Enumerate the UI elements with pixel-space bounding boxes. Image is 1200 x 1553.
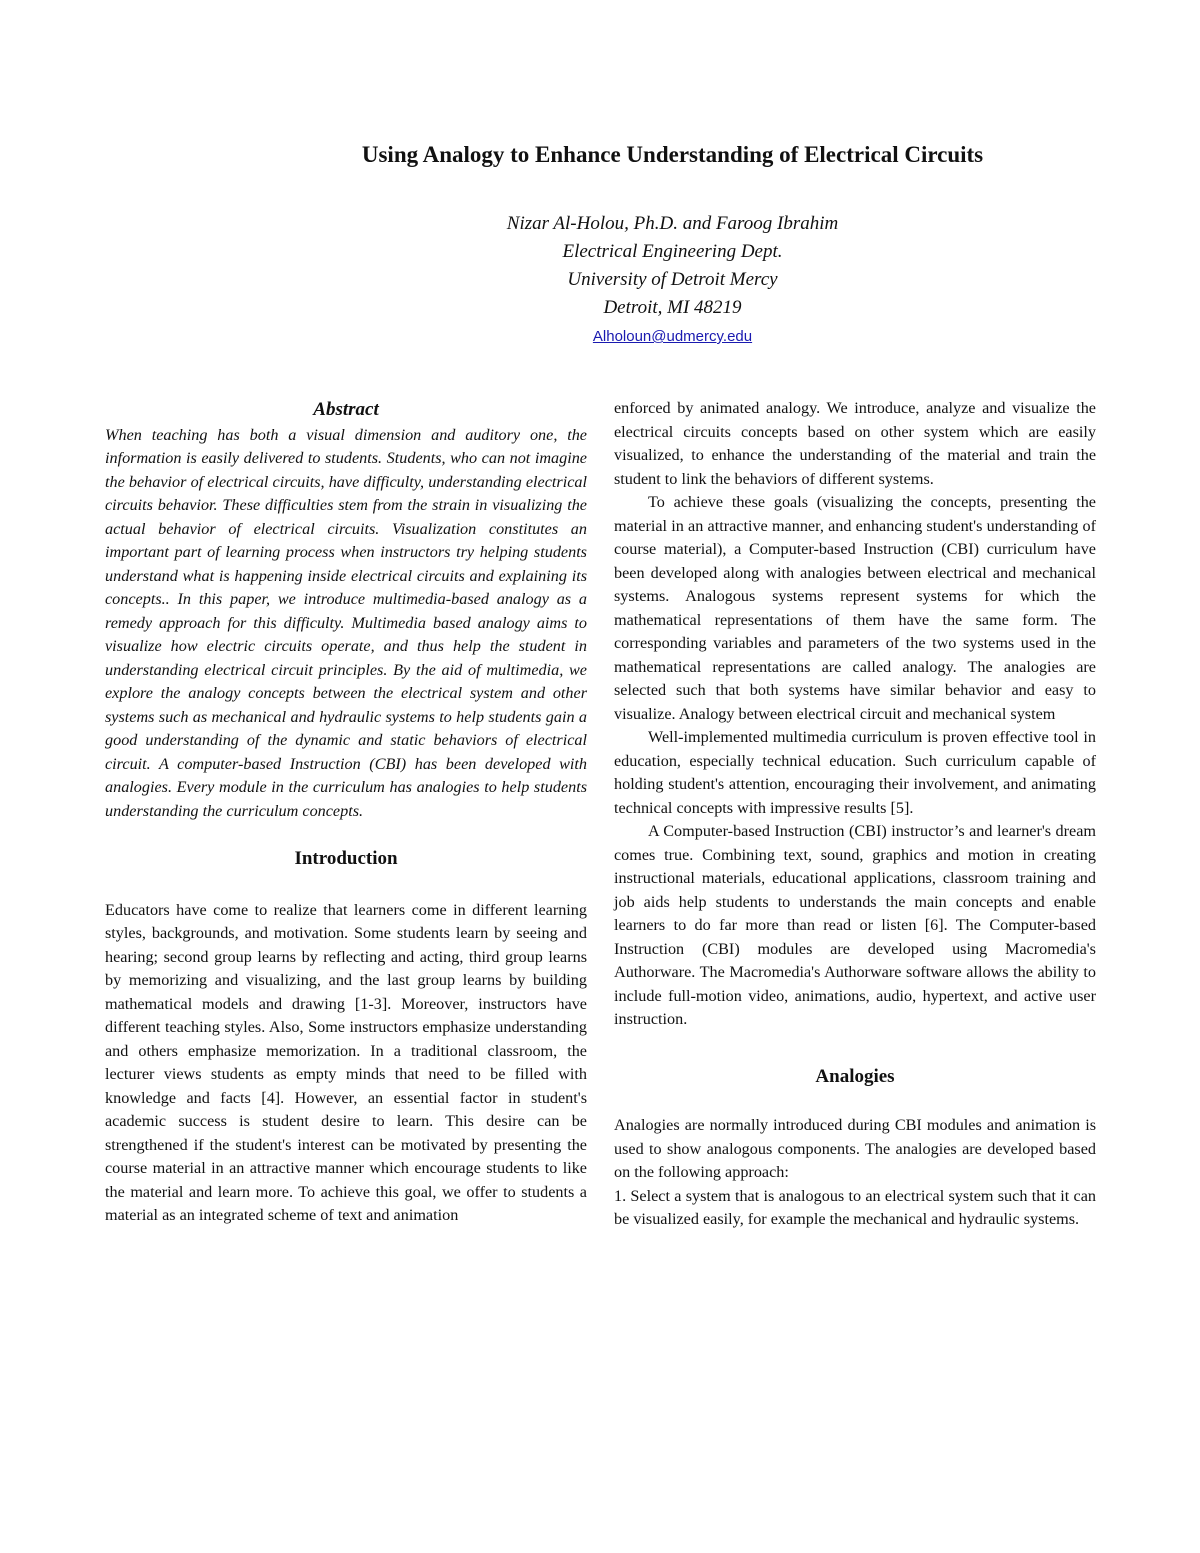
- right-paragraph-2: To achieve these goals (visualizing the concepts, presenting the material in an attractive manner, and enhancing student's understanding of course material), a Computer-based Instruction (CBI) curriculum have been developed along with analogies between electrical and mechanical systems. Analogous systems represent systems for which the mathematical representations of them have the same form. The corresponding variables and parameters of the two systems used in the mathematical representations are called analogy. The analogies are selected such that both systems have similar behavior and easy to visualize. Analogy between electrical circuit and mechanical system: [614, 493, 1096, 723]
- analogies-paragraph-2: 1. Select a system that is analogous to an electrical system such that it can be visualized easily, for example the mechanical and hydraulic systems.: [614, 1186, 1096, 1228]
- right-paragraph-3: Well-implemented multimedia curriculum is proven effective tool in education, especially technical education. Such curriculum capable of holding student's attention, encouraging their involvement, and animating technical concepts with impressive results [5].: [614, 728, 1096, 817]
- paper-title: Using Analogy to Enhance Understanding of Electrical Circuits: [361, 142, 984, 167]
- introduction-heading: Introduction: [294, 848, 398, 869]
- left-column: [105, 398, 587, 1228]
- introduction-text: Educators have come to realize that learners come in different learning styles, backgrounds, and motivation. Some students learn by seeing and hearing; second group learns by reflecting and acting, third group learns by memorizing and visualizing, and the last group learns by building mathematical models and drawing [1-3]. Moreover, instructors have different teaching styles. Also, Some instructors emphasize understanding and others emphasize memorization. In a traditional classroom, the lecturer views students as empty minds that need to be filled with knowledge and facts [4]. However, an essential factor in student's academic success is student desire to learn. This desire can be strengthened if the student's interest can be motivated by presenting the course material in an attractive manner which encourage students to like the material and learn more. To achieve this goal, we offer to students a material as an integrated scheme of text and animation: [105, 900, 587, 1224]
- abstract-text: When teaching has both a visual dimension and auditory one, the information is easily delivered to students. Students, who can not imagine the behavior of electrical circuits, have difficulty, understanding electrical circuits behavior. These difficulties stem from the strain in visualizing the actual behavior of electrical circuits. Visualization constitutes an important part of learning process when instructors try helping students understand what is happening inside electrical circuits and explaining its concepts.. In this paper, we introduce multimedia-based analogy as a remedy approach for this difficulty. Multimedia based analogy aims to visualize how electric circuits operate, and thus help the student in understanding electrical circuit principles. By the aid of multimedia, we explore the analogy concepts between the electrical system and other systems such as mechanical and hydraulic systems to help students gain a good understanding of the dynamic and static behaviors of electrical circuit. A computer-based Instruction (CBI) has been developed with analogies. Every module in the curriculum has analogies to help students understanding the curriculum concepts.: [105, 425, 587, 820]
- author-location: Detroit, MI 48219: [603, 297, 742, 318]
- right-paragraph-1: enforced by animated analogy. We introduce, analyze and visualize the electrical circuits concepts based on other system which are easily visualized, to enhance the understanding of the material and train the student to link the behaviors of different systems.: [614, 399, 1096, 488]
- right-paragraph-4: A Computer-based Instruction (CBI) instructor’s and learner's dream comes true. Combining text, sound, graphics and motion in creating instructional materials, educational applications, classroom training and job aids help students to understands the main concepts and enable learners to do far more than read or listen [6]. The Computer-based Instruction (CBI) modules are developed using Macromedia's Authorware. The Macromedia's Authorware software allows the ability to include full-motion video, animations, audio, hypertext, and active user instruction.: [614, 822, 1096, 1028]
- author-department: Electrical Engineering Dept.: [562, 241, 783, 262]
- author-university: University of Detroit Mercy: [567, 269, 778, 290]
- abstract-heading: Abstract: [313, 399, 379, 420]
- author-names: Nizar Al-Holou, Ph.D. and Faroog Ibrahim: [506, 213, 839, 234]
- author-block: [0, 210, 1200, 351]
- analogies-paragraph-1: Analogies are normally introduced during CBI modules and animation is used to show analogous components. The analogies are developed based on the following approach:: [614, 1116, 1096, 1181]
- author-email-link[interactable]: Alholoun@udmercy.edu: [592, 328, 753, 345]
- right-column: [614, 397, 1096, 1232]
- analogies-heading: Analogies: [815, 1065, 895, 1087]
